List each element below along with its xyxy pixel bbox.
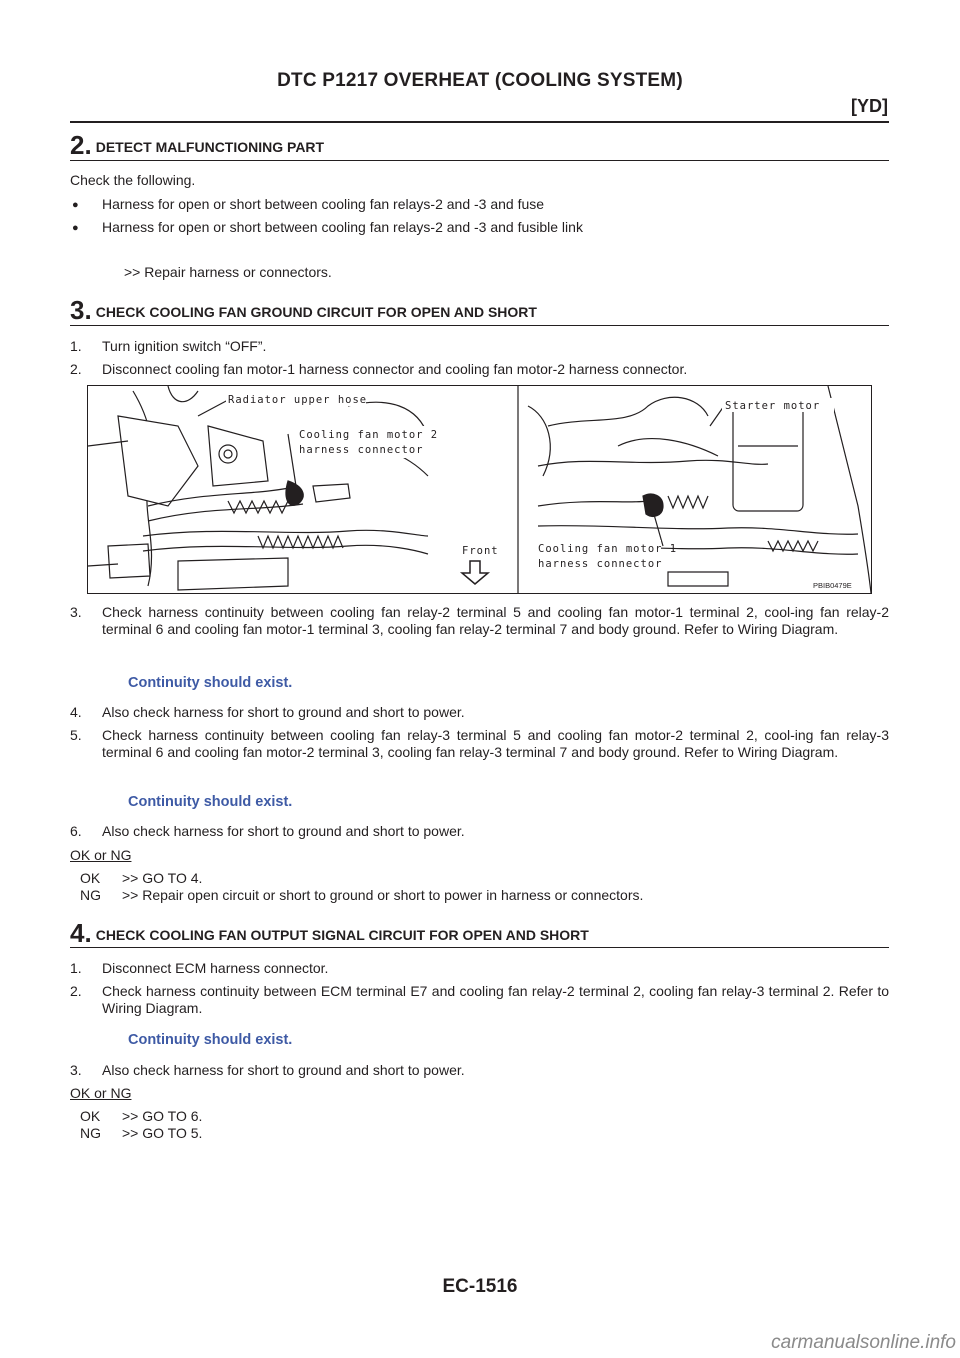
spec-continuity: Continuity should exist.	[128, 794, 293, 810]
result-row: OK >> GO TO 4.	[80, 870, 203, 886]
step-4-rule	[70, 947, 889, 948]
list-item: 6. Also check harness for short to ground and short to power.	[70, 823, 465, 839]
result-row: NG >> Repair open circuit or short to ground or short to power in harness or connectors.	[80, 887, 644, 903]
step-2-rule	[70, 160, 889, 161]
list-item: 4. Also check harness for short to ground and short to power.	[70, 704, 465, 720]
list-item: 1. Turn ignition switch “OFF”.	[70, 338, 267, 354]
bullet-icon: ●	[72, 222, 79, 234]
label-fan-motor-1-connector: harness connector	[538, 558, 663, 570]
label-fan-motor-2-connector: harness connector	[299, 444, 424, 456]
list-item: 3. Also check harness for short to ground and short to power.	[70, 1062, 465, 1078]
step-2-bullet: ● Harness for open or short between cooling fan relays-2 and -3 and fusible link	[72, 219, 583, 235]
ok-or-ng-label: OK or NG	[70, 1085, 132, 1101]
label-front: Front	[462, 545, 499, 557]
step-2-heading: 2. DETECT MALFUNCTIONING PART	[70, 130, 325, 160]
result-row: NG >> GO TO 5.	[80, 1125, 203, 1141]
step-3-heading: 3. CHECK COOLING FAN GROUND CIRCUIT FOR OPEN AND SHORT	[70, 295, 537, 325]
list-item: 2. Check harness continuity between ECM terminal E7 and cooling fan relay-2 terminal 2, cooling fan relay-3 terminal 2. Refer to Wiring Diagram.	[70, 983, 889, 1016]
list-item: 3. Check harness continuity between cooling fan relay-2 terminal 5 and cooling fan motor-1 terminal 2, cool-ing fan relay-2 terminal 6 and cooling fan motor-1 terminal 3, cooling fan relay-2 terminal 7 and body ground. Refer to Wiring Diagram.	[70, 604, 889, 637]
bullet-icon: ●	[72, 199, 79, 211]
ok-or-ng-label: OK or NG	[70, 847, 132, 863]
engine-bay-figure	[87, 385, 872, 594]
spec-continuity: Continuity should exist.	[128, 675, 293, 691]
step-3-rule	[70, 325, 889, 326]
list-item: 2. Disconnect cooling fan motor-1 harness connector and cooling fan motor-2 harness connector.	[70, 361, 688, 377]
spec-continuity: Continuity should exist.	[128, 1032, 293, 1048]
page-title: DTC P1217 OVERHEAT (COOLING SYSTEM)	[277, 70, 683, 91]
label-fan-motor-1: Cooling fan motor 1	[538, 543, 678, 555]
step-2-bullet: ● Harness for open or short between cooling fan relays-2 and -3 and fuse	[72, 196, 545, 212]
label-starter-motor: Starter motor	[725, 400, 821, 412]
engine-bay-illustration	[88, 386, 871, 593]
result-row: OK >> GO TO 6.	[80, 1108, 203, 1124]
header-rule	[70, 121, 889, 123]
step-2-result: >> Repair harness or connectors.	[124, 264, 332, 280]
label-fan-motor-2: Cooling fan motor 2	[299, 429, 439, 441]
front-arrow-icon	[462, 561, 488, 584]
step-4-heading: 4. CHECK COOLING FAN OUTPUT SIGNAL CIRCUIT FOR OPEN AND SHORT	[70, 918, 589, 948]
model-code: [YD]	[851, 96, 888, 116]
label-radiator-hose: Radiator upper hose	[228, 394, 368, 406]
figure-code: PBIB0479E	[813, 581, 852, 590]
watermark: carmanualsonline.info	[771, 1332, 956, 1353]
list-item: 1. Disconnect ECM harness connector.	[70, 960, 329, 976]
step-2-intro: Check the following.	[70, 172, 196, 188]
list-item: 5. Check harness continuity between cooling fan relay-3 terminal 5 and cooling fan motor-2 terminal 2, cool-ing fan relay-3 terminal 6 and cooling fan motor-2 terminal 3, cooling fan relay-3 terminal 7 and body ground. Refer to Wiring Diagram.	[70, 727, 889, 760]
page-number: EC-1516	[442, 1276, 518, 1297]
